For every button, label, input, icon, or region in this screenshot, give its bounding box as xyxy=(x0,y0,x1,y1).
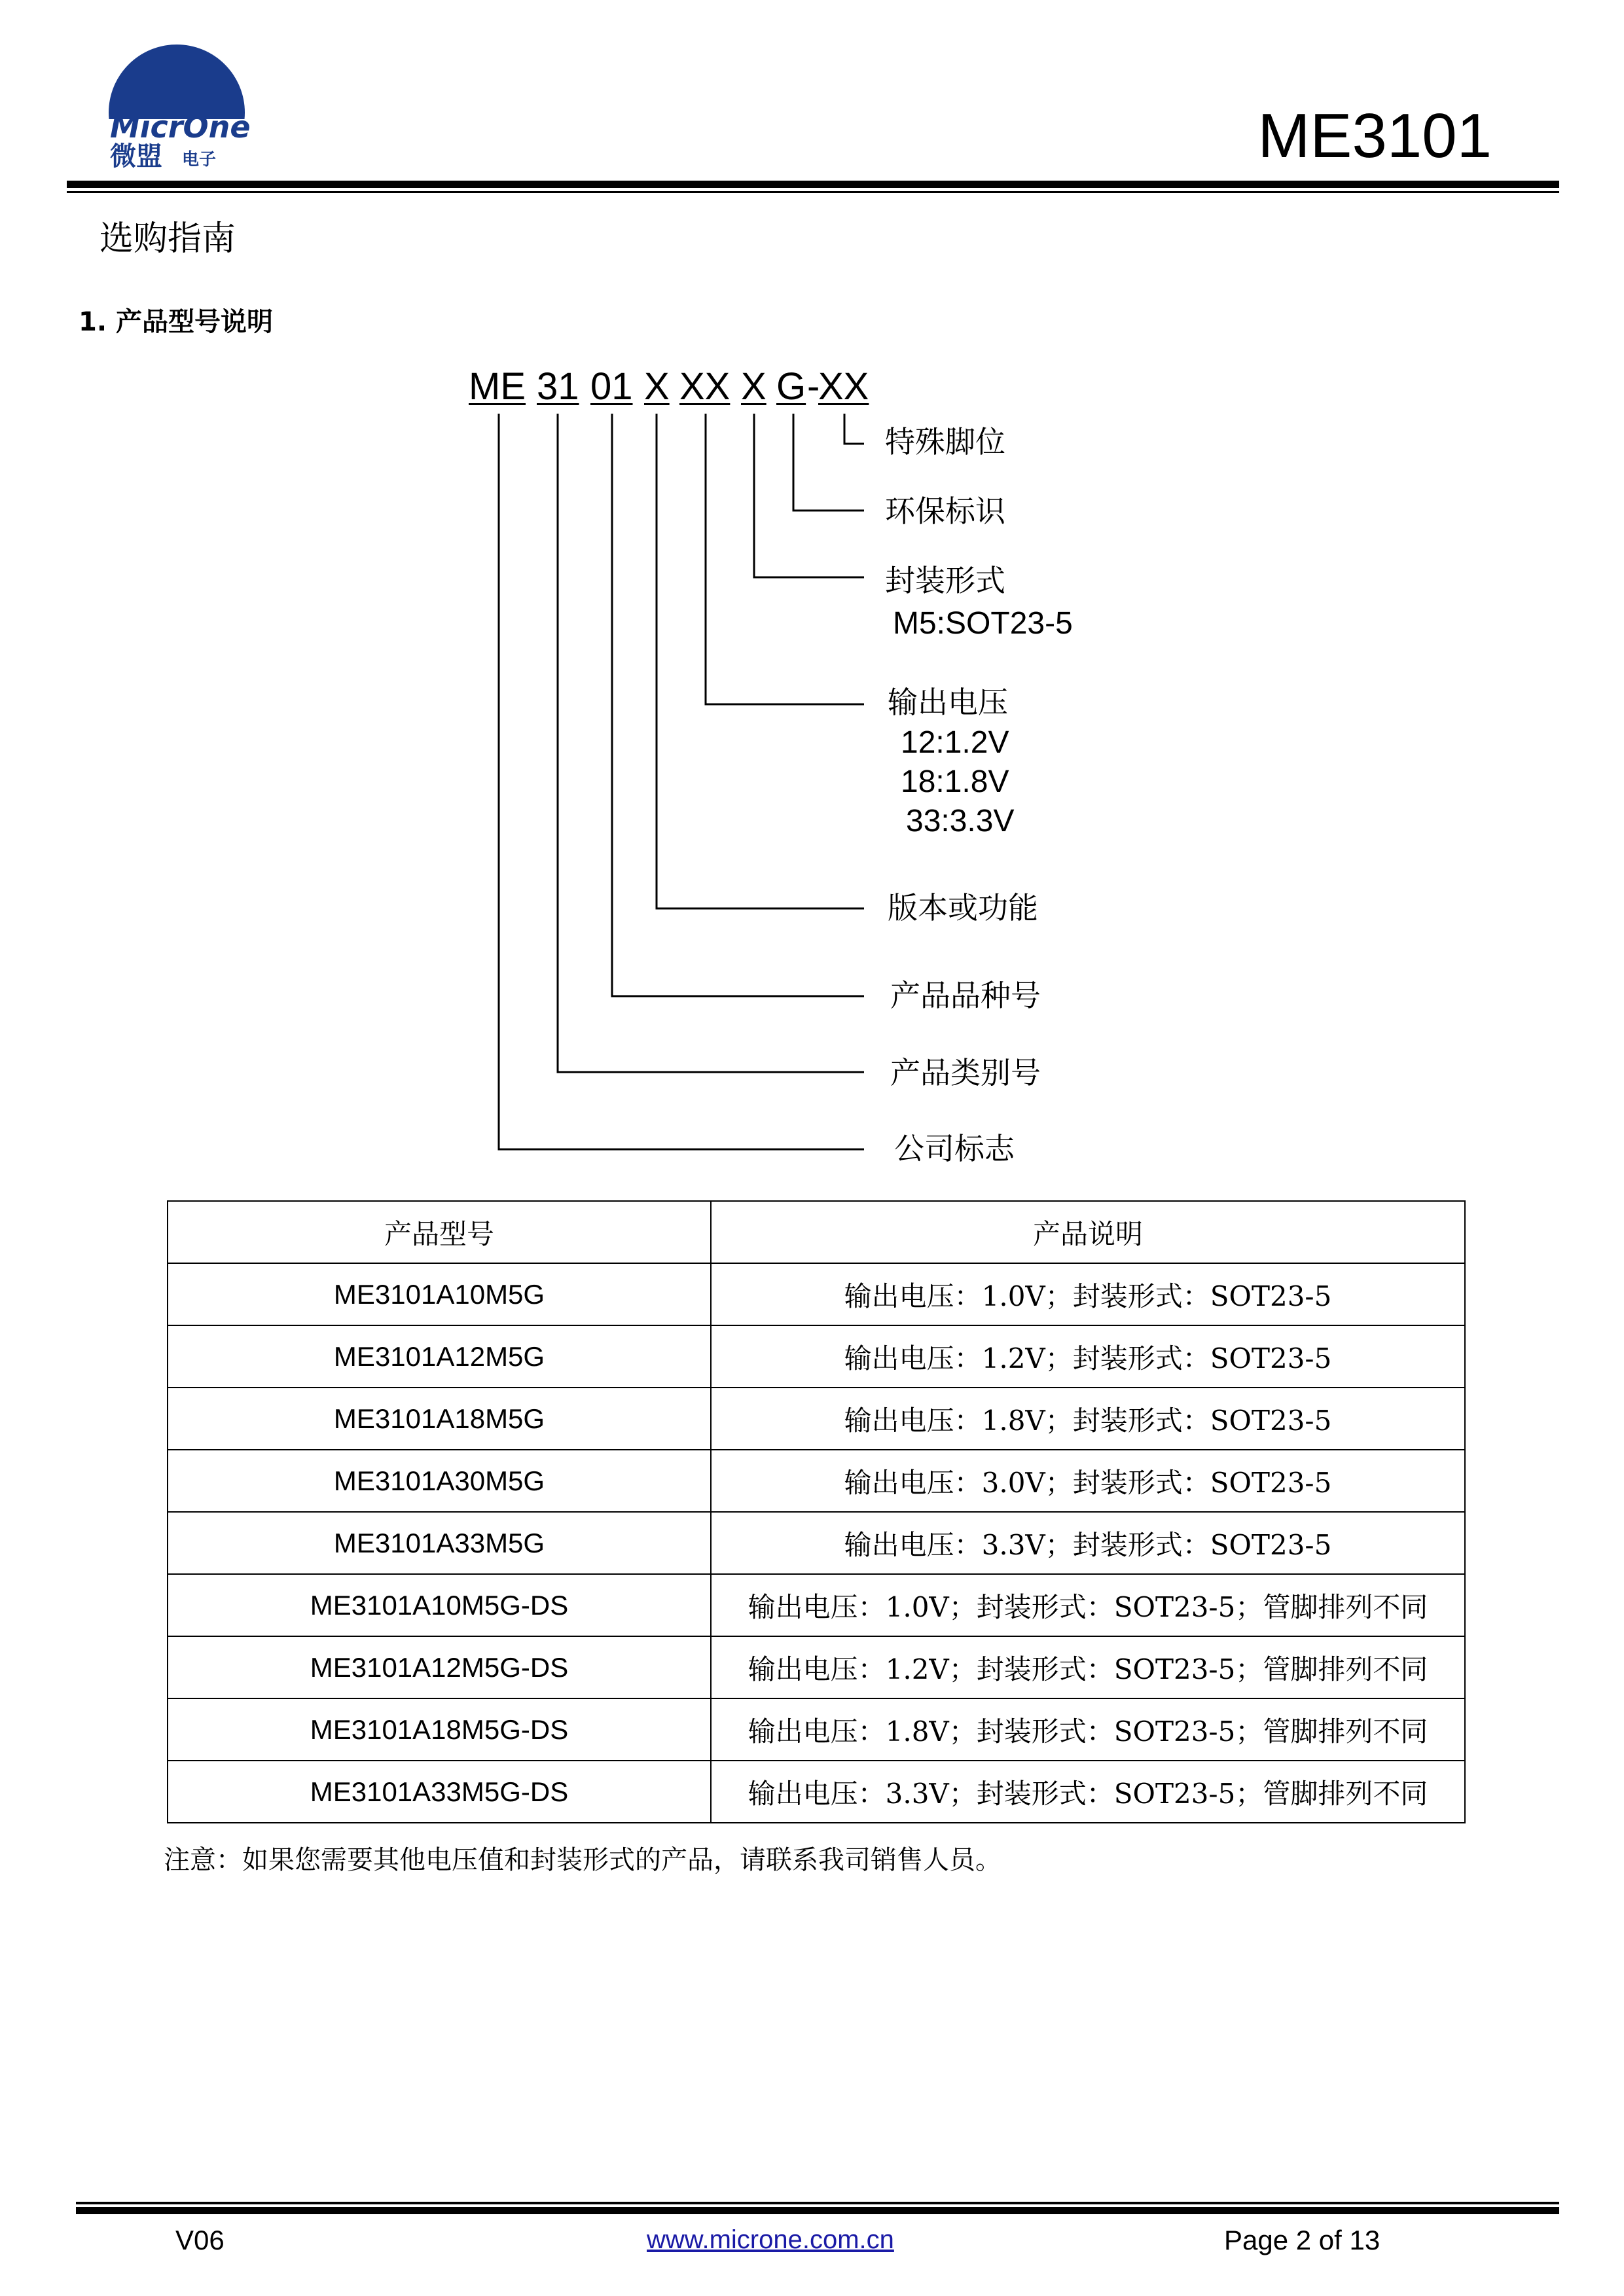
table-row xyxy=(168,1512,1465,1574)
table-cell-model: ME3101A10M5G xyxy=(168,1263,711,1325)
segment-voltage: XX xyxy=(679,365,731,408)
table-cell-model: ME3101A12M5G-DS xyxy=(168,1636,711,1698)
table-row xyxy=(168,1325,1465,1388)
table-cell-model: ME3101A33M5G xyxy=(168,1512,711,1574)
label-company: 公司标志 xyxy=(894,1131,1015,1166)
package-value: M5:SOT23-5 xyxy=(893,606,1073,641)
page-number: Page 2 of 13 xyxy=(1224,2225,1380,2255)
table-cell-description: 输出电压：3.3V；封装形式：SOT23-5；管脚排列不同 xyxy=(711,1761,1465,1823)
segment-version: X xyxy=(644,365,670,408)
website-link[interactable]: www.microne.com.cn xyxy=(647,2225,894,2254)
logo-text-en: MicrOne xyxy=(110,109,251,145)
label-package: 封装形式 xyxy=(885,563,1005,598)
label-variety: 产品品种号 xyxy=(890,978,1041,1013)
footer-rule-thick xyxy=(76,2207,1559,2214)
segment-eco: G xyxy=(776,365,806,408)
table-header-description: 产品说明 xyxy=(711,1201,1465,1263)
diagram-leader-lines xyxy=(499,414,864,1149)
table-cell-description: 输出电压：3.3V；封装形式：SOT23-5 xyxy=(711,1512,1465,1574)
label-eco: 环保标识 xyxy=(885,493,1005,529)
table-row xyxy=(168,1574,1465,1636)
table-cell-description: 输出电压：1.2V；封装形式：SOT23-5 xyxy=(711,1325,1465,1388)
leader-pin xyxy=(844,414,864,444)
logo-text-cn: 微盟 xyxy=(110,141,162,171)
table-cell-description: 输出电压：1.8V；封装形式：SOT23-5；管脚排列不同 xyxy=(711,1698,1465,1761)
segment-company: ME xyxy=(469,365,526,408)
leader-category xyxy=(558,414,864,1072)
table-cell-model: ME3101A12M5G xyxy=(168,1325,711,1388)
segment-dash: - xyxy=(807,365,820,408)
document-title: ME3101 xyxy=(1257,101,1492,171)
table-row xyxy=(168,1388,1465,1450)
table-cell-model: ME3101A18M5G-DS xyxy=(168,1698,711,1761)
segment-variety: 01 xyxy=(590,365,633,408)
table-row xyxy=(168,1263,1465,1325)
product-table xyxy=(167,1200,1466,1823)
label-version: 版本或功能 xyxy=(888,890,1038,925)
ordering-note: 注意：如果您需要其他电压值和封装形式的产品，请联系我司销售人员。 xyxy=(164,1845,1001,1875)
table-row xyxy=(168,1450,1465,1512)
section-title: 选购指南 xyxy=(99,219,236,259)
logo-text-cn-small: 电子 xyxy=(182,150,217,170)
table-cell-description: 输出电压：1.2V；封装形式：SOT23-5；管脚排列不同 xyxy=(711,1636,1465,1698)
table-cell-model: ME3101A33M5G-DS xyxy=(168,1761,711,1823)
table-row xyxy=(168,1698,1465,1761)
voltage-value: 33:3.3V xyxy=(906,804,1015,838)
table-cell-model: ME3101A18M5G xyxy=(168,1388,711,1450)
table-header-model: 产品型号 xyxy=(168,1201,711,1263)
leader-package xyxy=(754,414,864,577)
leader-version xyxy=(657,414,864,908)
version-label: V06 xyxy=(175,2225,225,2255)
leader-eco xyxy=(793,414,864,511)
leader-company xyxy=(499,414,864,1149)
table-header-row xyxy=(168,1201,1465,1263)
subsection-title: 1. 产品型号说明 xyxy=(79,307,273,337)
table-cell-model: ME3101A30M5G xyxy=(168,1450,711,1512)
segment-pin: XX xyxy=(818,365,869,408)
table-row xyxy=(168,1761,1465,1823)
segment-package: X xyxy=(741,365,767,408)
label-category: 产品类别号 xyxy=(890,1055,1041,1090)
table-cell-description: 输出电压：1.0V；封装形式：SOT23-5；管脚排列不同 xyxy=(711,1574,1465,1636)
voltage-value: 12:1.2V xyxy=(901,725,1009,760)
footer-rule-thin xyxy=(76,2202,1559,2204)
table-cell-description: 输出电压：1.0V；封装形式：SOT23-5 xyxy=(711,1263,1465,1325)
leader-voltage xyxy=(706,414,864,704)
table-row xyxy=(168,1636,1465,1698)
label-voltage: 输出电压 xyxy=(888,685,1008,720)
table-cell-model: ME3101A10M5G-DS xyxy=(168,1574,711,1636)
table-cell-description: 输出电压：3.0V；封装形式：SOT23-5 xyxy=(711,1450,1465,1512)
table-cell-description: 输出电压：1.8V；封装形式：SOT23-5 xyxy=(711,1388,1465,1450)
label-pin: 特殊脚位 xyxy=(885,424,1005,459)
voltage-value: 18:1.8V xyxy=(901,764,1009,799)
segment-category: 31 xyxy=(537,365,579,408)
